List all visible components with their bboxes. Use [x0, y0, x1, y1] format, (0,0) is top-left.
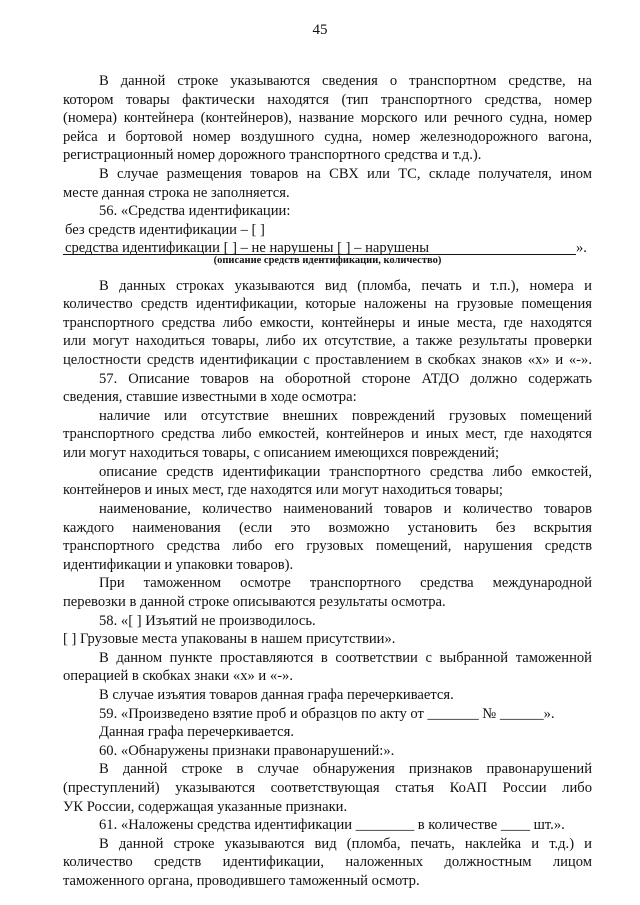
text-line: 61. «Наложены средства идентификации ________ в количестве ____ шт.». [99, 817, 565, 834]
text-line: рейса и бортовой номер воздушного судна, номер железнодорожного вагона, [63, 128, 592, 145]
text-line: количество средств идентификации, которые наложены на грузовые помещения [63, 296, 592, 313]
page-number: 45 [312, 22, 328, 38]
text-line: средства идентификации [ ] – не нарушены [ ] – нарушены [65, 240, 430, 257]
text-line: В данной строке в случае обнаружения признаков правонарушений [99, 761, 592, 778]
text-line: 60. «Обнаружены признаки правонарушений:». [99, 742, 395, 759]
text-line: В данной строке указываются сведения о транспортном средстве, на [99, 73, 592, 89]
text-line: или могут находиться товары, с описанием имеющихся повреждений; [63, 445, 500, 462]
text-line: таможенного органа, проводившего таможенный осмотр. [63, 873, 420, 889]
text-line: котором товары фактически находятся (тип транспортного средства, номер [63, 91, 592, 108]
text-line: В данном пункте проставляются в соответствии с выбранной таможенной [99, 649, 592, 666]
text-line: При таможенном осмотре транспортного средства международной [99, 575, 592, 592]
text-line: В случае изъятия товаров данная графа перечеркивается. [99, 686, 454, 703]
text-line: В данных строках указываются вид (пломба, печать и т.п.), номера и [99, 277, 592, 294]
text-line: транспортного средства либо емкости, контейнеры и иные места, где находятся [63, 314, 592, 331]
text-line: Данная графа перечеркивается. [99, 724, 294, 741]
text-line: 59. «Произведено взятие проб и образцов по акту от _______ № ______». [99, 705, 555, 722]
text-line: количество средств идентификации, наложенных должностным лицом [63, 854, 592, 871]
text-line: (номера) контейнера (контейнеров), название морского или речного судна, номер [63, 110, 592, 127]
text-line: регистрационный номер дорожного транспортного средства и т.д.). [63, 147, 482, 164]
text-line: ». [576, 240, 587, 257]
text-line: наличие или отсутствие внешних повреждений грузовых помещений [99, 407, 592, 424]
text-line: перевозки в данной строке описываются результаты осмотра. [63, 593, 446, 610]
text-line: месте данная строка не заполняется. [63, 184, 290, 201]
text-line: [ ] Грузовые места упакованы в нашем присутствии». [63, 631, 396, 648]
text-line: транспортного средства либо его грузовых помещений, нарушения средств [63, 538, 592, 555]
text-line: В случае размещения товаров на СВХ или ТС, складе получателя, ином [99, 166, 592, 183]
text-line: В данной строке указываются вид (пломба, печать, наклейка и т.д.) и [99, 835, 592, 852]
text-line: без средств идентификации – [ ] [65, 221, 265, 238]
text-line: (преступлений) указываются соответствующая статья КоАП России либо [63, 779, 592, 796]
text-line: транспортного средства либо емкостей, контейнеров и иных мест, где находятся [63, 426, 592, 443]
text-line: операцией в скобках знаки «х» и «-». [63, 668, 293, 685]
text-line: целостности средств идентификации с проставлением в скобках знаков «х» и «-». [63, 352, 592, 369]
text-line: УК России, содержащая указанные признаки. [63, 798, 348, 815]
text-line: контейнеров и иных мест, где находятся или могут находиться товары; [63, 482, 503, 499]
text-line: наименование, количество наименований товаров и количество товаров [99, 500, 592, 517]
text-line: 57. Описание товаров на оборотной стороне АТДО должно содержать [99, 370, 592, 387]
rule-caption: (описание средств идентификации, количество) [213, 255, 442, 267]
text-line: сведения, ставшие известными в ходе осмотра: [63, 389, 357, 406]
text-line: каждого наименования (если это возможно установить без вскрытия [63, 519, 592, 536]
text-line: 58. «[ ] Изъятий не производилось. [99, 612, 316, 629]
text-line: или могут находиться товары, либо их отсутствие, а также результаты проверки [63, 333, 592, 350]
text-line: 56. «Средства идентификации: [99, 203, 291, 220]
text-line: идентификации и упаковки товаров). [63, 556, 294, 573]
text-line: описание средств идентификации транспортного средства либо емкостей, [99, 463, 592, 480]
